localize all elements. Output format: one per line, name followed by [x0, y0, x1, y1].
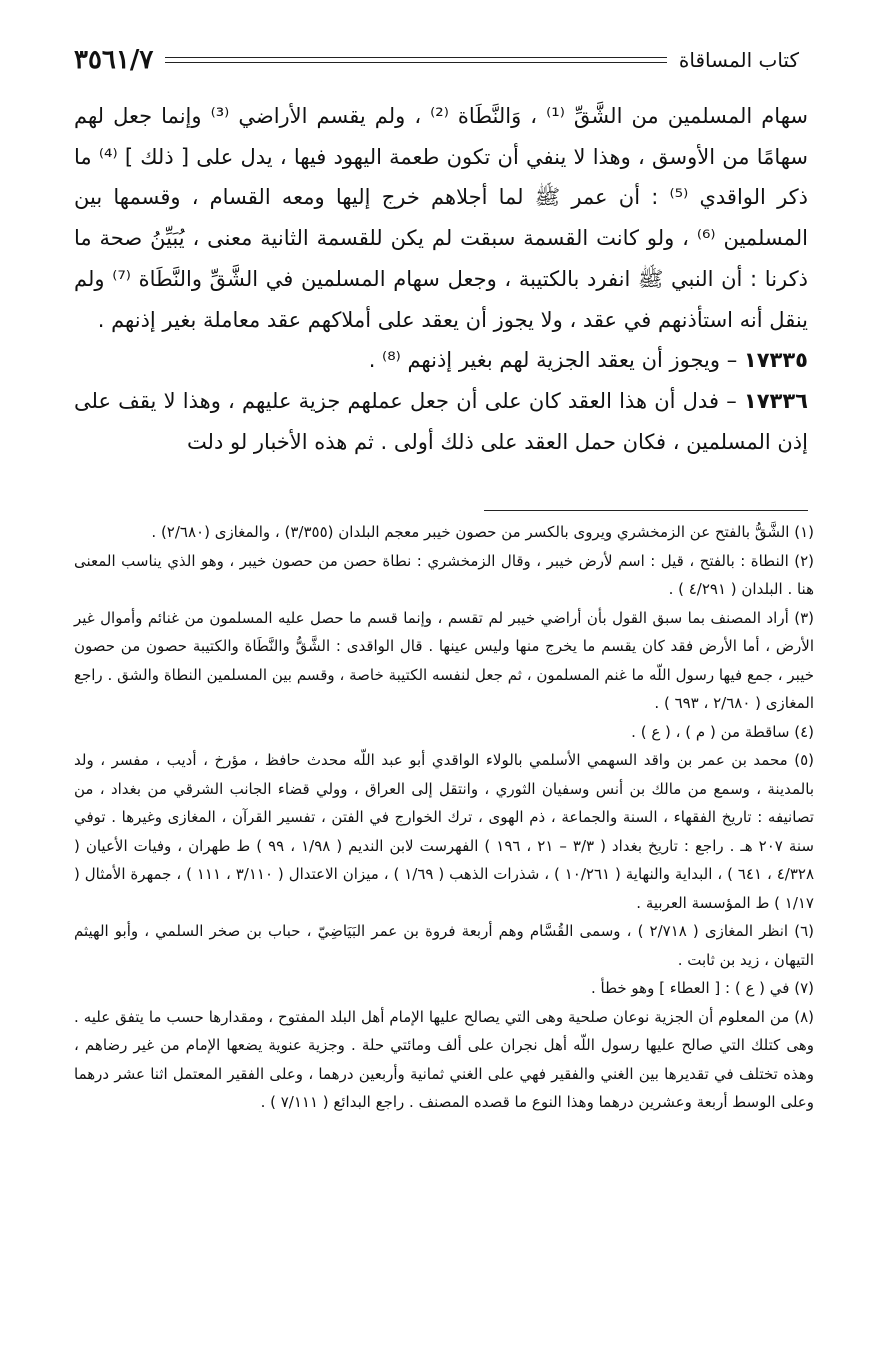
- footnote-divider: [484, 510, 808, 511]
- paragraph-text: – ويجوز أن يعقد الجزية لهم بغير إذنهم ⁽⁸⁾ .: [368, 348, 738, 373]
- paragraph-number: ١٧٣٣٥: [743, 348, 808, 373]
- footnote-1: (١) الشَّقُّ بالفتح عن الزمخشري ويروى بالكسر من حصون خيبر معجم البلدان (٣/٣٥٥) ، والمغازى (٢/٦٨٠) .: [151, 523, 814, 541]
- paragraph-1: سهام المسلمين من الشَّقِّ ⁽¹⁾ ، وَالنَّطَاة ⁽²⁾ ، ولم يقسم الأراضي ⁽³⁾ وإنما جعل لهم سهامًا من الأوسق ، وهذا لا ينفي أن تكون طعمة اليهود فيها ، يدل على [ ذلك ] ⁽⁴⁾ ما ذكر الواقدي ⁽⁵⁾ : أن عمر ﷺ لما أجلاهم خرج إليها ومعه القسام ، وقسمها بين المسلمين ⁽⁶⁾ ، ولو كانت القسمة سبقت لم يكن للقسمة الثانية معنى ، يُبَيِّنُ صحة ما ذكرنا : أن النبي ﷺ انفرد بالكتيبة ، وجعل سهام المسلمين في الشَّقِّ والنَّطَاة ⁽⁷⁾ ولم ينقل أنه استأذنهم في عقد ، ولا يجوز أن يعقد على أملاكهم عقد معاملة بغير إذنهم .: [74, 104, 809, 332]
- header-rule: [165, 57, 667, 63]
- main-text: [74, 96, 808, 462]
- footnote-5: (٥) محمد بن عمر بن واقد السهمي الأسلمي بالولاء الواقدي أبو عبد اللّه محدث حافظ ، مؤرخ ، أديب ، مفسر ، ولد بالمدينة ، وسمع من مالك بن أنس وسفيان الثوري ، وانتقل إلى العراق ، وولي قضاء الجانب الشرقي من بغداد ، من تصانيفه : تاريخ الفقهاء ، السنة والجماعة ، ذم الهوى ، ترك الخوارج في الفتن ، تفسير القرآن ، المغازى وغيرها . توفي سنة ٢٠٧ هـ . راجع : تاريخ بغداد ( ٣/٣ – ٢١ ، ١٩٦ ) الفهرست لابن النديم ( ١/٩٨ ، ٩٩ ) ط طهران ، وفيات الأعيان ( ٤/٣٢٨ ، ٦٤١ ) ، البداية والنهاية ( ١٠/٢٦١ ) ، شذرات الذهب ( ١/٦٩ ) ، ميزان الاعتدال ( ٣/١١٠ ، ١١١ ) ، جمهرة الأمثال ( ١/١٧ ) ط المؤسسة العربية .: [74, 751, 814, 912]
- page-header: [74, 38, 799, 82]
- paragraph-17336: [74, 381, 808, 462]
- footnote-2: (٢) النطاة : بالفتح ، قيل : اسم لأرض خيبر ، وقال الزمخشري : نطاة حصن من حصون خيبر ، وهو الذي يناسب المعنى هنا . البلدان ( ٤/٢٩١ ) .: [74, 551, 814, 598]
- paragraph-17335: [74, 340, 808, 381]
- footnote-6: (٦) انظر المغازى ( ٢/٧١٨ ) ، وسمى القُسَّام وهم أربعة فروة بن عمر البَيَاضِيّ ، حباب بن صخر السلمي ، وأبو الهيثم التيهان ، زيد بن ثابت .: [74, 922, 814, 969]
- footnote-7: (٧) في ( ع ) : [ العطاء ] وهو خطأ .: [590, 979, 814, 997]
- footnotes: [74, 518, 814, 1117]
- paragraph-number: ١٧٣٣٦: [743, 388, 808, 413]
- paragraph-text: – فدل أن هذا العقد كان على أن جعل عملهم جزية عليهم ، وهذا لا يقف على إذن المسلمين ، فكان حمل العقد على ذلك أولى . ثم هذه الأخبار لو دلت: [74, 388, 808, 454]
- book-title: كتاب المساقاة: [678, 48, 799, 72]
- footnote-3: (٣) أراد المصنف بما سبق القول بأن أراضي خيبر لم تقسم ، وإنما قسم ما حصل عليه المسلمون من غنائم وأموال غير الأرض ، أما الأرض فقد كان يقسم ما يخرج منها وليس عينها . قال الواقدى : الشَّقُّ والنَّطَاة والكتيبة حصون من حصون خيبر ، جمع فيها رسول اللّه ما غنم المسلمون ، ثم جعل لنفسه الكتيبة خاصة ، وقسم بين المسلمين النطاة والشق . راجع المغازى ( ٢/٦٨٠ ، ٦٩٣ ) .: [74, 608, 814, 712]
- page-number: ٣٥٦١/٧: [74, 45, 154, 75]
- footnote-4: (٤) ساقطة من ( م ) ، ( ع ) .: [631, 722, 814, 741]
- footnote-8: (٨) من المعلوم أن الجزية نوعان صلحية وهى التي يصالح عليها الإمام أهل البلد المفتوح ، ومقدارها حسب ما يتفق عليه . وهى كتلك التي صالح عليها رسول اللّه أهل نجران على ألف ومائتي حلة . وجزية عنوية يضعها الإمام من غير رضاهم ، وهذه تختلف في تقديرها بين الغني والفقير فهي على الغني ثمانية وأربعين درهما ، وعلى الفقير المعتمل اثنا عشر درهما وعلى الوسط أربعة وعشرين درهما وهذا النوع ما قصده المصنف . راجع البدائع ( ٧/١١١ ) .: [74, 1007, 814, 1111]
